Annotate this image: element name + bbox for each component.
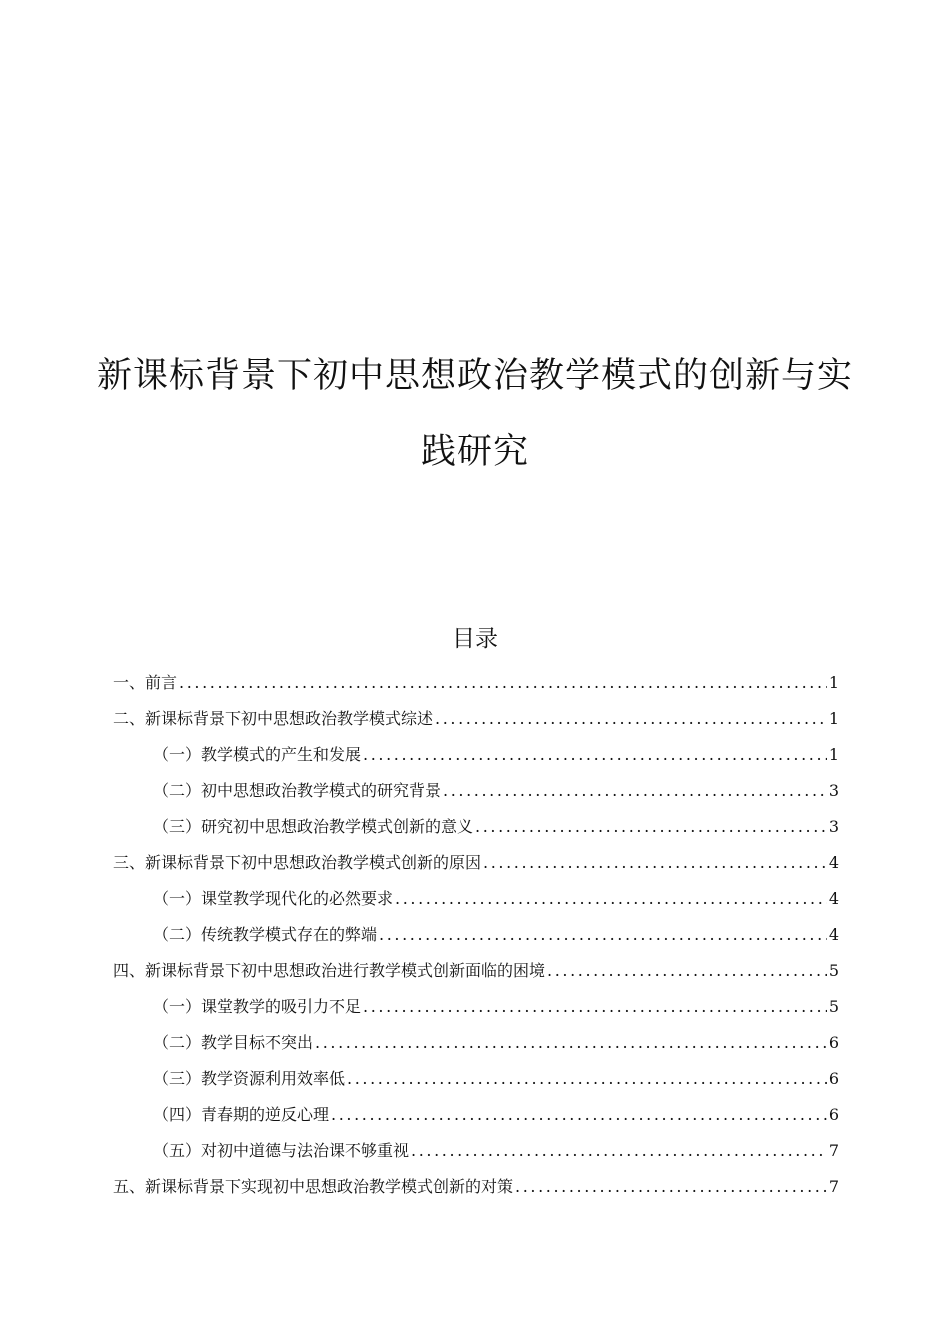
toc-entry[interactable] — [113, 670, 839, 706]
toc-entry[interactable] — [113, 1138, 839, 1174]
toc-entry-text: （二）传统教学模式存在的弊端 — [153, 925, 378, 944]
toc-entry[interactable] — [113, 886, 839, 922]
toc-leader-dots — [475, 817, 827, 836]
toc-entry[interactable] — [113, 778, 839, 814]
toc-leader-dots — [179, 673, 827, 692]
toc-entry-page: 4 — [828, 889, 839, 908]
document-title-line-1: 新课标背景下初中思想政治教学模式的创新与实 — [96, 356, 853, 396]
toc-entry-page: 7 — [828, 1177, 839, 1196]
toc-entry-page: 6 — [828, 1033, 839, 1052]
toc-entry[interactable] — [113, 814, 839, 850]
toc-entry-text: 一、前言 — [113, 673, 178, 692]
toc-entry[interactable] — [113, 742, 839, 778]
toc-entry[interactable] — [113, 922, 839, 958]
toc-entry-text: （二）教学目标不突出 — [153, 1033, 314, 1052]
toc-leader-dots — [411, 1141, 827, 1160]
toc-entry-page: 6 — [828, 1105, 839, 1124]
toc-entry-page: 1 — [828, 709, 839, 728]
toc-leader-dots — [347, 1069, 827, 1088]
toc-entry-page: 4 — [828, 853, 839, 872]
toc-entry-page: 7 — [828, 1141, 839, 1160]
toc-entry[interactable] — [113, 994, 839, 1030]
toc-entry-text: （四）青春期的逆反心理 — [153, 1105, 330, 1124]
toc-entry-text: （三）教学资源利用效率低 — [153, 1069, 346, 1088]
toc-entry-page: 5 — [828, 961, 839, 980]
toc-heading: 目录 — [452, 626, 498, 652]
toc-entry-text: （一）课堂教学的吸引力不足 — [153, 997, 362, 1016]
toc-entry-text: （二）初中思想政治教学模式的研究背景 — [153, 781, 442, 800]
toc-entry-page: 3 — [828, 781, 839, 800]
toc-entry[interactable] — [113, 1030, 839, 1066]
toc-entry-text: 三、新课标背景下初中思想政治教学模式创新的原因 — [113, 853, 482, 872]
toc-entry-text: （三）研究初中思想政治教学模式创新的意义 — [153, 817, 474, 836]
toc-entry-text: （五）对初中道德与法治课不够重视 — [153, 1141, 410, 1160]
toc-leader-dots — [315, 1033, 827, 1052]
toc-entry-page: 5 — [828, 997, 839, 1016]
toc-entry-text: 二、新课标背景下初中思想政治教学模式综述 — [113, 709, 434, 728]
toc-entry[interactable] — [113, 1174, 839, 1210]
toc-entry[interactable] — [113, 850, 839, 886]
toc-entry-text: 四、新课标背景下初中思想政治进行教学模式创新面临的困境 — [113, 961, 546, 980]
toc-leader-dots — [363, 745, 827, 764]
toc-leader-dots — [483, 853, 827, 872]
toc-leader-dots — [331, 1105, 827, 1124]
toc-entry-text: 五、新课标背景下实现初中思想政治教学模式创新的对策 — [113, 1177, 514, 1196]
toc-entry-page: 3 — [828, 817, 839, 836]
toc-leader-dots — [547, 961, 827, 980]
toc-entry[interactable] — [113, 1066, 839, 1102]
toc-entry-page: 4 — [828, 925, 839, 944]
toc-leader-dots — [363, 997, 827, 1016]
toc-entry[interactable] — [113, 958, 839, 994]
toc-leader-dots — [515, 1177, 827, 1196]
toc-entry-page: 1 — [828, 745, 839, 764]
toc-entry-text: （一）教学模式的产生和发展 — [153, 745, 362, 764]
toc-leader-dots — [443, 781, 827, 800]
table-of-contents — [113, 670, 839, 1210]
document-title-line-2: 践研究 — [420, 432, 529, 472]
toc-entry-page: 1 — [828, 673, 839, 692]
toc-leader-dots — [395, 889, 827, 908]
toc-entry[interactable] — [113, 1102, 839, 1138]
toc-entry-text: （一）课堂教学现代化的必然要求 — [153, 889, 394, 908]
toc-entry[interactable] — [113, 706, 839, 742]
toc-leader-dots — [379, 925, 827, 944]
toc-leader-dots — [435, 709, 827, 728]
toc-entry-page: 6 — [828, 1069, 839, 1088]
